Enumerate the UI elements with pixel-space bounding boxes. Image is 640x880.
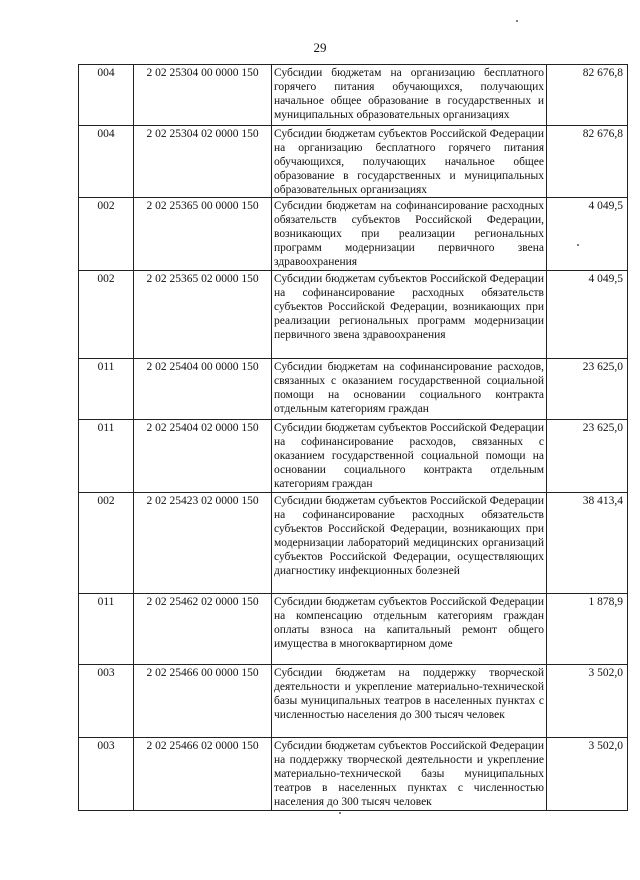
row-code: 004 [79,65,134,126]
table-row [79,665,628,738]
row-code: 002 [79,271,134,359]
row-classification: 2 02 25466 00 0000 150 [134,665,272,738]
row-amount: 1 878,9 [547,594,628,665]
row-description: Субсидии бюджетам субъектов Российской Федерации на компенсацию отдельным категориям граждан оплаты взноса на капитальный ремонт общего имущества в многоквартирном доме [272,594,547,665]
row-code: 011 [79,594,134,665]
row-code: 004 [79,126,134,198]
budget-table [78,64,628,811]
row-amount: 4 049,5 [547,198,628,271]
table-row [79,65,628,126]
row-description: Субсидии бюджетам субъектов Российской Федерации на софинансирование расходов, связанных с оказанием государственной социальной помощи на основании социального контракта отдельным категориям граждан [272,420,547,493]
row-description: Субсидии бюджетам субъектов Российской Федерации на софинансирование расходных обязательств субъектов Российской Федерации, возникающих при реализации региональных программ модернизации первичного звена здравоохранения [272,271,547,359]
row-amount: 82 676,8 [547,126,628,198]
table-row [79,359,628,420]
row-classification: 2 02 25466 02 0000 150 [134,738,272,811]
row-description: Субсидии бюджетам на софинансирование расходов, связанных с оказанием государственной социальной помощи на основании социального контракта отдельным категориям граждан [272,359,547,420]
table-row [79,126,628,198]
scan-speck [516,20,518,22]
row-classification: 2 02 25365 02 0000 150 [134,271,272,359]
row-classification: 2 02 25423 02 0000 150 [134,493,272,594]
row-classification: 2 02 25365 00 0000 150 [134,198,272,271]
scan-speck [339,812,341,814]
row-classification: 2 02 25304 00 0000 150 [134,65,272,126]
row-code: 011 [79,359,134,420]
table-row [79,493,628,594]
table-row [79,271,628,359]
row-amount: 4 049,5 [547,271,628,359]
row-amount: 3 502,0 [547,665,628,738]
row-classification: 2 02 25462 02 0000 150 [134,594,272,665]
row-description: Субсидии бюджетам на поддержку творческой деятельности и укрепление материально-технической базы муниципальных театров в населенных пунктах с численностью населения до 300 тысяч человек [272,665,547,738]
row-description: Субсидии бюджетам на софинансирование расходных обязательств субъектов Российской Федерации, возникающих при реализации региональных программ модернизации первичного звена здравоохранения [272,198,547,271]
row-code: 002 [79,198,134,271]
row-description: Субсидии бюджетам на организацию бесплатного горячего питания обучающихся, получающих начальное общее образование в государственных и муниципальных образовательных организациях [272,65,547,126]
table-row [79,594,628,665]
row-classification: 2 02 25404 02 0000 150 [134,420,272,493]
scan-speck [577,244,579,246]
row-amount: 23 625,0 [547,359,628,420]
row-code: 003 [79,738,134,811]
row-classification: 2 02 25304 02 0000 150 [134,126,272,198]
table-row [79,738,628,811]
table-row [79,420,628,493]
page-number: 29 [313,40,327,55]
row-amount: 3 502,0 [547,738,628,811]
row-classification: 2 02 25404 00 0000 150 [134,359,272,420]
row-code: 011 [79,420,134,493]
row-description: Субсидии бюджетам субъектов Российской Федерации на организацию бесплатного горячего питания обучающихся, получающих начальное общее образование в государственных и муниципальных образовательных организациях [272,126,547,198]
row-code: 002 [79,493,134,594]
row-description: Субсидии бюджетам субъектов Российской Федерации на поддержку творческой деятельности и укрепление материально-технической базы муниципальных театров в населенных пунктах с численностью населения до 300 тысяч человек [272,738,547,811]
row-amount: 38 413,4 [547,493,628,594]
row-amount: 82 676,8 [547,65,628,126]
row-amount: 23 625,0 [547,420,628,493]
row-code: 003 [79,665,134,738]
row-description: Субсидии бюджетам субъектов Российской Федерации на софинансирование расходных обязательств субъектов Российской Федерации, возникающих при модернизации лабораторий медицинских организаций субъектов Российской Федерации, осуществляющих диагностику инфекционных болезней [272,493,547,594]
table-row [79,198,628,271]
